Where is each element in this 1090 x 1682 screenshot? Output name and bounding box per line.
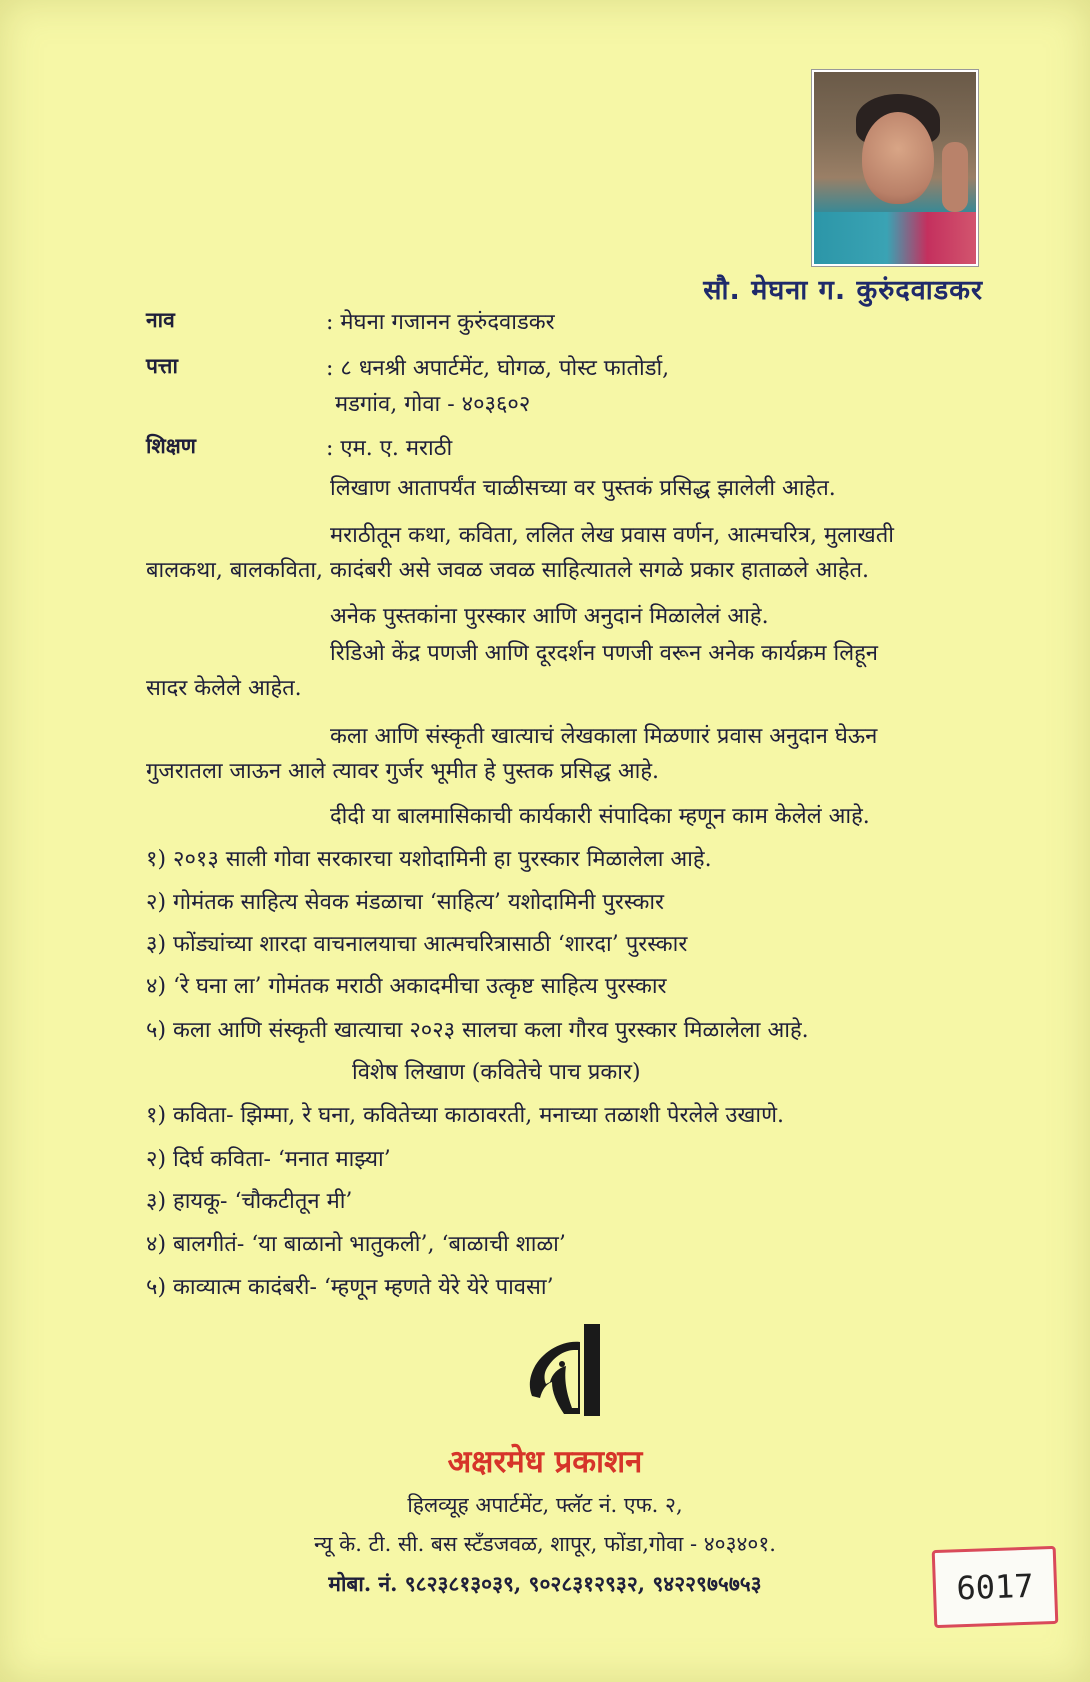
body-para-4-line2: सादर केलेले आहेत. [146,676,302,701]
special-item: ४) बालगीतं- ‘या बाळानो भातुकली’, ‘बाळाची शाळा’ [146,1232,566,1257]
body-para-5-line1: कला आणि संस्कृती खात्याचं लेखकाला मिळणारं प्रवास अनुदान घेऊन [330,724,878,749]
special-item: २) दिर्घ कविता- ‘मनात माझ्या’ [146,1147,391,1172]
body-para-2-line2: बालकथा, बालकविता, कादंबरी असे जवळ जवळ साहित्यातले सगळे प्रकार हाताळले आहेत. [146,558,870,583]
address-value-line1: : ८ धनश्री अपार्टमेंट, घोगळ, पोस्ट फातोर्डा, [326,356,670,381]
publisher-address-line1: हिलव्यूह अपार्टमेंट, फ्लॅट नं. एफ. २, [407,1493,683,1517]
award-item: ५) कला आणि संस्कृती खात्याचा २०२३ सालचा कला गौरव पुरस्कार मिळालेला आहे. [146,1018,809,1043]
publisher-mobile: मोबा. नं. ९८२३८१३०३९, ९०२८३१२९३२, ९४२२९७५७५३ [328,1571,762,1596]
body-para-3: अनेक पुस्तकांना पुरस्कार आणि अनुदानं मिळालेलं आहे. [330,604,769,629]
address-label: पत्ता [146,354,178,378]
publisher-address-line2: न्यू के. टी. सी. बस स्टँडजवळ, शापूर, फोंडा,गोवा - ४०३४०१. [314,1532,776,1556]
special-item: ३) हायकू- ‘चौकटीतून मी’ [146,1189,353,1214]
special-item: ५) काव्यात्म कादंबरी- ‘म्हणून म्हणते येरे येरे पावसा’ [146,1275,554,1300]
name-label: नाव [146,308,175,332]
body-para-2-line1: मराठीतून कथा, कविता, ललित लेख प्रवास वर्णन, आत्मचरित्र, मुलाखती [330,523,895,548]
award-item: ३) फोंड्यांच्या शारदा वाचनालयाचा आत्मचरित्रासाठी ‘शारदा’ पुरस्कार [146,932,688,957]
special-writing-heading: विशेष लिखाण (कवितेचे पाच प्रकार) [352,1060,641,1085]
body-para-5-line2: गुजरातला जाऊन आले त्यावर गुर्जर भूमीत हे पुस्तक प्रसिद्ध आहे. [146,759,660,784]
education-value: : एम. ए. मराठी [326,436,453,461]
name-value: : मेघना गजानन कुरुंदवाडकर [326,310,555,335]
award-item: १) २०१३ साली गोवा सरकारचा यशोदामिनी हा पुरस्कार मिळालेला आहे. [146,847,712,872]
education-label: शिक्षण [146,434,196,458]
body-para-6: दीदी या बालमासिकाची कार्यकारी संपादिका म्हणून काम केलेलं आहे. [330,804,870,829]
author-photo [812,70,978,266]
award-item: २) गोमंतक साहित्य सेवक मंडळाचा ‘साहित्य’ यशोदामिनी पुरस्कार [146,890,665,915]
body-para-4-line1: रिडिओ केंद्र पणजी आणि दूरदर्शन पणजी वरून अनेक कार्यक्रम लिहून [330,641,879,666]
special-item: १) कविता- झिम्मा, रे घना, कवितेच्या काठावरती, मनाच्या तळाशी पेरलेले उखाणे. [146,1103,785,1128]
author-name: सौ. मेघना ग. कुरुंदवाडकर [703,275,983,306]
handwritten-code-sticker: 6017 [932,1546,1059,1628]
award-item: ४) ‘रे घना ला’ गोमंतक मराठी अकादमीचा उत्कृष्ट साहित्य पुरस्कार [146,974,667,999]
address-value-line2: मडगांव, गोवा - ४०३६०२ [335,392,531,417]
publisher-name: अक्षरमेध प्रकाशन [447,1444,643,1480]
publisher-horse-logo [522,1322,602,1418]
body-para-1: लिखाण आतापर्यंत चाळीसच्या वर पुस्तकं प्रसिद्ध झालेली आहेत. [330,476,836,501]
